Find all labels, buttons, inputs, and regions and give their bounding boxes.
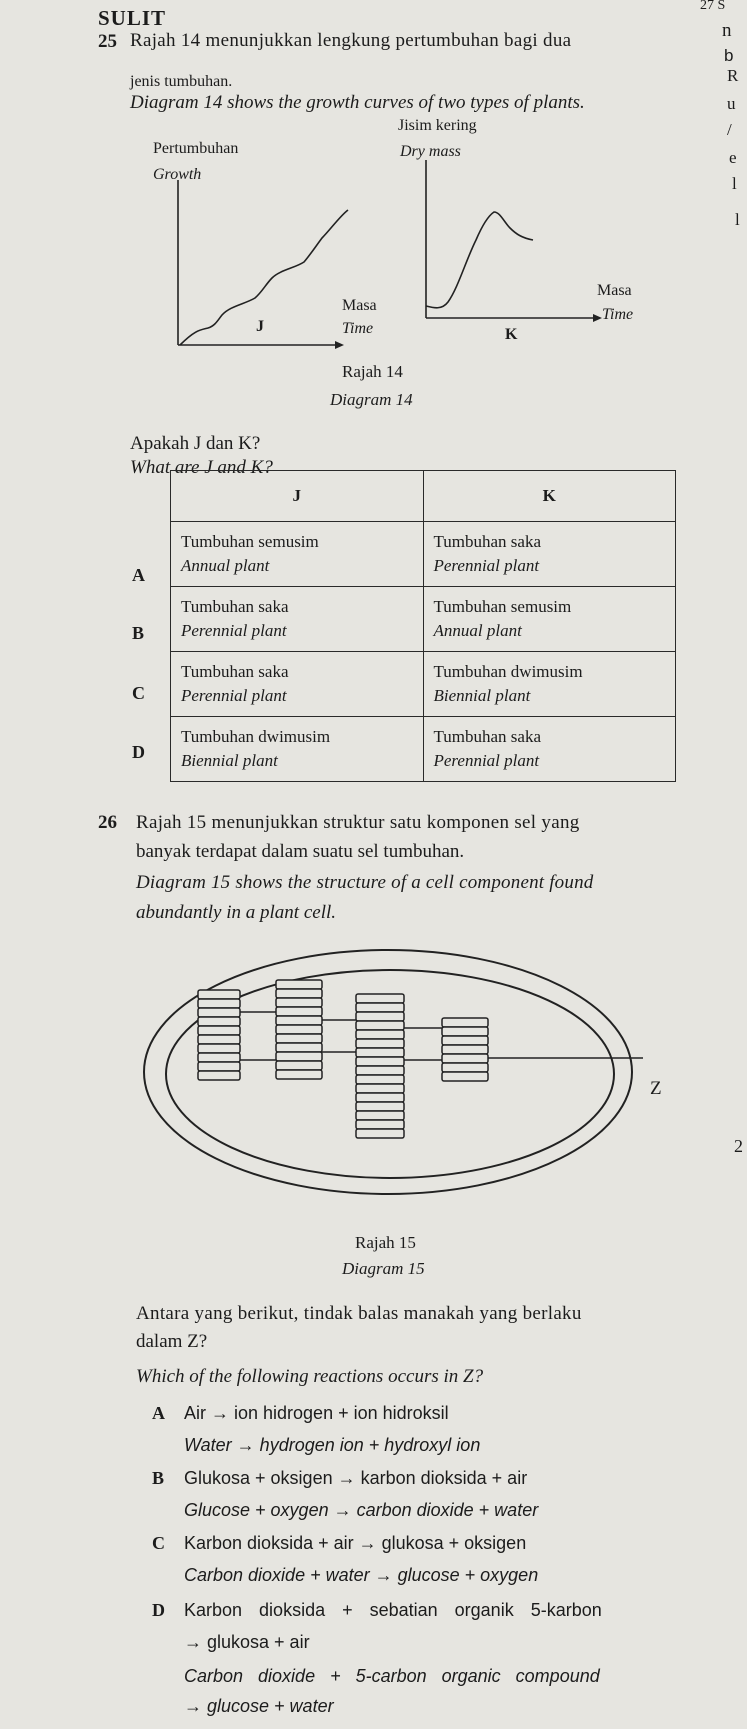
diagram14-caption-ms: Rajah 14	[342, 362, 403, 381]
option-text-ms: Karbon dioksida + air → glukosa + oksigen	[184, 1533, 527, 1553]
graph-k-label: K	[505, 326, 518, 343]
table-row	[171, 522, 676, 587]
chloroplast-diagram	[138, 940, 658, 1210]
graph-k-ylabel-ms: Jisim kering	[398, 117, 477, 134]
question-number: 25	[98, 31, 117, 52]
option-text-en: → glucose + water	[184, 1696, 334, 1716]
graph-j-ylabel-ms: Pertumbuhan	[153, 140, 239, 157]
table-row	[171, 587, 676, 652]
option-letter: A	[132, 565, 145, 585]
margin-fragment: /	[727, 120, 732, 139]
question26-stem-ms: Antara yang berikut, tindak balas manakah yang berlaku	[136, 1303, 582, 1324]
option-cell: Tumbuhan dwimusim Biennial plant	[423, 652, 676, 717]
question-number: 26	[98, 812, 117, 833]
margin-fragment: l	[732, 174, 737, 193]
header-sulit: SULIT	[98, 6, 167, 30]
question25-stem-en: What are J and K?	[130, 457, 273, 478]
option-cell: Tumbuhan saka Perennial plant	[423, 717, 676, 782]
margin-fragment: e	[729, 148, 737, 167]
question-text-ms: Rajah 14 menunjukkan lengkung pertumbuhan bagi dua	[130, 30, 572, 51]
table-row	[171, 717, 676, 782]
margin-fragment: b	[724, 46, 734, 65]
option-text-ms: Glukosa + oksigen → karbon dioksida + air	[184, 1468, 528, 1488]
graph-j-growth-curve	[170, 180, 350, 350]
option-letter: C	[132, 683, 145, 703]
graph-k-xlabel-en: Time	[602, 306, 634, 323]
question26-stem-ms: dalam Z?	[136, 1331, 208, 1352]
header-page-number: 27 S	[700, 0, 726, 13]
question-text-en: abundantly in a plant cell.	[136, 902, 337, 923]
question-text-en: Diagram 15 shows the structure of a cell component found	[136, 872, 594, 893]
question-text-ms: banyak terdapat dalam suatu sel tumbuhan.	[136, 841, 465, 862]
option-cell: Tumbuhan saka Perennial plant	[171, 587, 424, 652]
option-cell: Tumbuhan saka Perennial plant	[171, 652, 424, 717]
diagram15-caption-ms: Rajah 15	[355, 1233, 416, 1252]
option-text-ms: Air → ion hidrogen + ion hidroksil	[184, 1403, 449, 1423]
margin-fragment: 2	[734, 1136, 743, 1156]
option-text-en: Water → hydrogen ion + hydroxyl ion	[184, 1435, 481, 1455]
option-letter: A	[152, 1403, 165, 1423]
table-row	[171, 652, 676, 717]
option-cell: Tumbuhan dwimusim Biennial plant	[171, 717, 424, 782]
margin-fragment: R	[727, 66, 739, 85]
graph-j-label: J	[256, 318, 264, 335]
margin-fragment: u	[727, 94, 736, 113]
graph-k-xlabel-ms: Masa	[597, 282, 632, 299]
option-cell: Tumbuhan semusim Annual plant	[171, 522, 424, 587]
question-text-ms: jenis tumbuhan.	[130, 73, 233, 90]
column-header-j: J	[171, 471, 424, 522]
graph-j-xlabel-ms: Masa	[342, 297, 377, 314]
question-text-ms: Rajah 15 menunjukkan struktur satu komponen sel yang	[136, 812, 580, 833]
graph-j-ylabel-en: Growth	[153, 166, 202, 183]
label-z: Z	[650, 1078, 662, 1099]
option-cell: Tumbuhan semusim Annual plant	[423, 587, 676, 652]
diagram15-caption-en: Diagram 15	[342, 1259, 425, 1278]
margin-fragment: l	[735, 210, 740, 229]
graph-k-dry-mass-curve	[418, 160, 603, 332]
question-text-en: Diagram 14 shows the growth curves of two types of plants.	[130, 92, 585, 113]
margin-fragment: n	[722, 20, 732, 41]
option-text-en: Carbon dioxide + 5-carbon organic compound	[184, 1666, 600, 1686]
question25-stem-ms: Apakah J dan K?	[130, 433, 261, 454]
graph-k-ylabel-en: Dry mass	[400, 143, 461, 160]
column-header-k: K	[423, 471, 676, 522]
option-letter: B	[152, 1468, 165, 1488]
option-text-en: Glucose + oxygen → carbon dioxide + water	[184, 1500, 539, 1520]
answer-options-table	[170, 470, 676, 782]
option-letter: C	[152, 1533, 165, 1553]
option-cell: Tumbuhan saka Perennial plant	[423, 522, 676, 587]
option-text-ms: Karbon dioksida + sebatian organik 5-karbon	[184, 1600, 602, 1620]
option-text-en: Carbon dioxide + water → glucose + oxygen	[184, 1565, 539, 1585]
option-letter: D	[132, 742, 145, 762]
option-text-ms: → glukosa + air	[184, 1632, 310, 1652]
graph-j-xlabel-en: Time	[342, 320, 374, 337]
option-letter: B	[132, 623, 145, 643]
option-letter: D	[152, 1600, 165, 1620]
table-header-row	[171, 471, 676, 522]
diagram14-caption-en: Diagram 14	[330, 390, 413, 409]
question26-stem-en: Which of the following reactions occurs in Z?	[136, 1366, 484, 1387]
